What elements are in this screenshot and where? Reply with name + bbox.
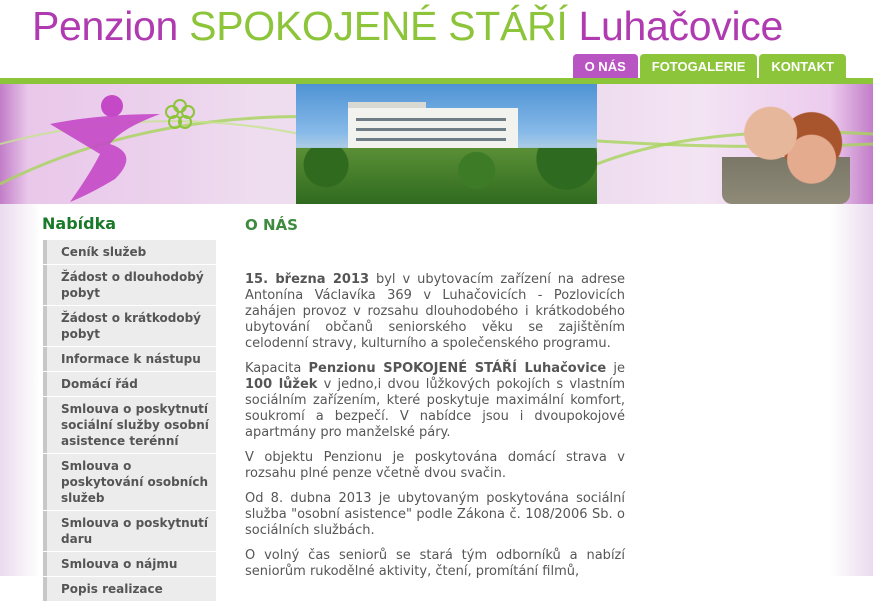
leisure-paragraph: O volný čas seniorů se stará tým odborníků a nabízí seniorům rukodělné aktivity, čtení, promítání filmů, <box>245 548 625 579</box>
site-title-spokojene-stari: SPOKOJENÉ STÁŘÍ <box>189 3 568 49</box>
opening-date: 15. března 2013 <box>245 272 370 287</box>
site-header <box>0 0 873 84</box>
senior-couple-photo <box>722 86 850 204</box>
bed-capacity: 100 lůžek <box>245 377 318 392</box>
sidebar-item-zadost-dlouhodoby[interactable]: Žádost o dlouhodobý pobyt <box>43 265 216 305</box>
penzion-name: Penzionu SPOKOJENÉ STÁŘÍ Luhačovice <box>308 361 607 376</box>
header-banner <box>0 84 873 204</box>
main-nav <box>571 54 846 80</box>
sidebar-item-cenik-sluzeb[interactable]: Ceník služeb <box>43 240 216 264</box>
main-content <box>245 204 625 589</box>
capacity-paragraph: Kapacita Penzionu SPOKOJENÉ STÁŘÍ Luhačovice je 100 lůžek v jedno,i dvou lůžkových pokojích s vlastním sociálním zařízením, které poskytuje maximální komfort, soukromí a bezpečí. V nabídce jsou i dvoupokojové apartmány pro manželské páry. <box>245 361 625 440</box>
sidebar-item-domaci-rad[interactable]: Domácí řád <box>43 372 216 396</box>
penzion-building-photo <box>296 84 597 204</box>
dancer-logo-icon <box>20 84 240 204</box>
nav-tab-fotogalerie[interactable]: FOTOGALERIE <box>640 54 758 80</box>
sidebar-item-smlouva-daru[interactable]: Smlouva o poskytnutí daru <box>43 511 216 551</box>
site-title[interactable] <box>32 2 783 50</box>
sidebar-title: Nabídka <box>42 214 117 233</box>
sidebar-item-smlouva-osobnich-sluzeb[interactable]: Smlouva o poskytování osobních služeb <box>43 454 216 510</box>
nav-tab-kontakt[interactable]: KONTAKT <box>759 54 846 80</box>
site-title-penzion: Penzion <box>32 3 179 49</box>
sidebar-item-smlouva-osobni-asistence[interactable]: Smlouva o poskytnutí sociální služby osobní asistence terénní <box>43 397 216 453</box>
sidebar-item-informace-k-nastupu[interactable]: Informace k nástupu <box>43 347 216 371</box>
site-title-luhacovice: Luhačovice <box>578 3 783 49</box>
meals-paragraph: V objektu Penzionu je poskytována domácí strava v rozsahu plné penze včetně dvou svačin. <box>245 450 625 481</box>
social-service-paragraph: Od 8. dubna 2013 je ubytovaným poskytována sociální služba "osobní asistence" podle Zákona č. 108/2006 Sb. o sociálních službách. <box>245 491 625 538</box>
intro-paragraph: 15. března 2013 byl v ubytovacím zařízení na adrese Antonína Václavíka 369 v Luhačovicích - Pozlovicích zahájen provoz v rozsahu dlouhodobého i krátkodobého ubytování občanů seniorského věku se zajištěním celodenní stravy, kulturního a společenského programu. <box>245 272 625 351</box>
sidebar-item-popis-realizace[interactable]: Popis realizace <box>43 577 216 601</box>
sidebar <box>40 204 216 602</box>
sidebar-item-smlouva-najmu[interactable]: Smlouva o nájmu <box>43 552 216 576</box>
sidebar-item-zadost-kratkodoby[interactable]: Žádost o krátkodobý pobyt <box>43 306 216 346</box>
nav-tab-o-nas[interactable]: O NÁS <box>573 54 638 80</box>
page-title: O NÁS <box>245 216 298 234</box>
